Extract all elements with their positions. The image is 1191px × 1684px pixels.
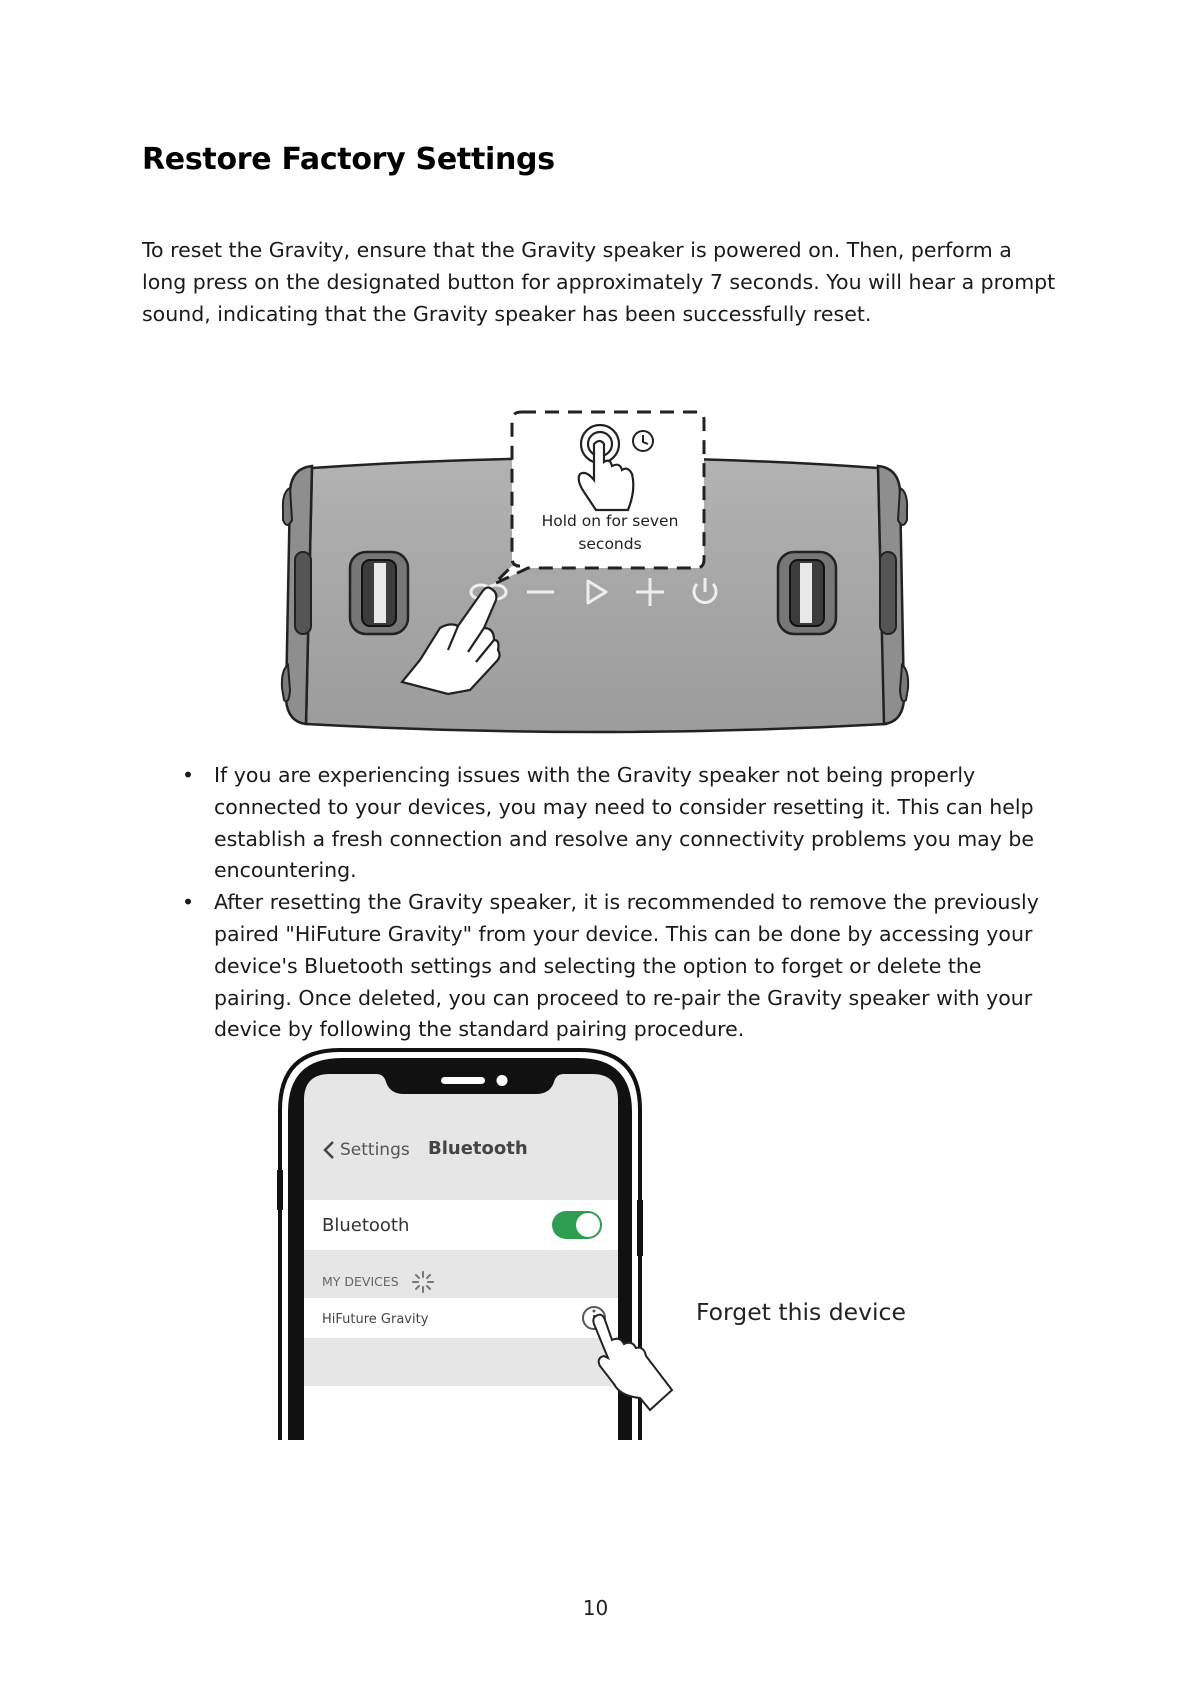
callout-line-2: seconds xyxy=(578,535,642,553)
phone-speaker-grill xyxy=(441,1077,485,1084)
bullet-text: If you are experiencing issues with the Gravity speaker not being properly connected to your devices, you may need to consider resetting it. This can help establish a fresh connection and resolve any connectivity problems you may be encountering. xyxy=(214,763,1035,883)
list-item xyxy=(142,887,1062,1046)
page-number: 10 xyxy=(582,1596,609,1620)
screen-title: Bluetooth xyxy=(428,1138,528,1159)
callout-text xyxy=(530,510,690,556)
callout-line-1: Hold on for seven xyxy=(541,512,679,530)
bullet-dot: • xyxy=(182,763,195,787)
speaker-illustration xyxy=(270,398,910,738)
bullet-dot: • xyxy=(182,890,195,915)
bullet-text: After resetting the Gravity speaker, it is recommended to remove the previously paired "HiFuture Gravity" from your device. This can be done by accessing your device's Bluetooth settings and selecting the option to forget or delete the pairing. Once deleted, you can proceed to re-pair the Gravity speaker with your device by following the standard pairing procedure. xyxy=(214,890,1039,1042)
page-title: Restore Factory Settings xyxy=(142,142,555,177)
device-name: HiFuture Gravity xyxy=(322,1312,429,1327)
forget-device-label: Forget this device xyxy=(696,1298,906,1326)
phone-illustration xyxy=(270,1040,680,1440)
intro-paragraph: To reset the Gravity, ensure that the Gravity speaker is powered on. Then, perform a long press on the designated button for approximately 7 seconds. You will hear a prompt sound, indicating that the Gravity speaker has been successfully reset. xyxy=(142,238,1056,326)
bluetooth-row-label: Bluetooth xyxy=(322,1215,410,1236)
section-label: MY DEVICES xyxy=(322,1274,399,1289)
back-label: Settings xyxy=(340,1140,410,1160)
bullet-list xyxy=(142,760,1062,1046)
list-item xyxy=(142,760,1062,887)
phone-camera xyxy=(497,1075,508,1086)
